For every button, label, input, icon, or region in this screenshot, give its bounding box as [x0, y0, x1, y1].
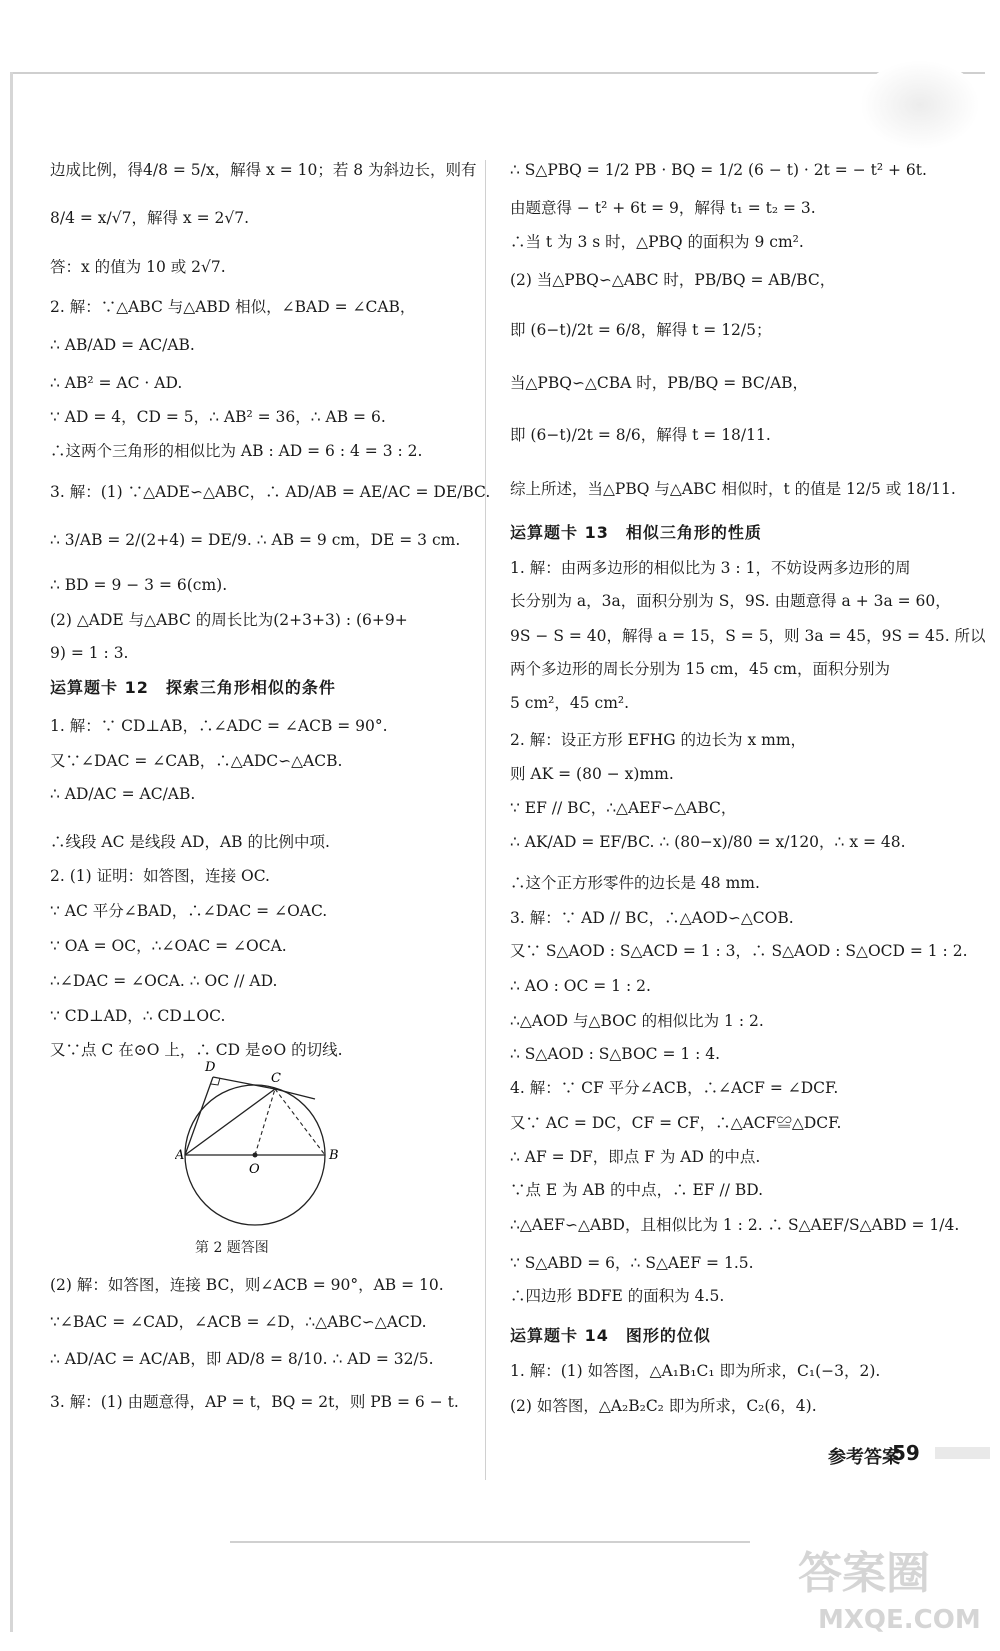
text-line: 边成比例，得4/8 = 5/x，解得 x = 10；若 8 为斜边长，则有 — [50, 161, 477, 179]
bottom-rule — [230, 1541, 750, 1543]
segment-ac — [185, 1089, 275, 1155]
text-line: ∴ AD/AC = AC/AB，即 AD/8 = 8/10. ∴ AD = 32/5. — [50, 1350, 434, 1368]
text-line: 3. 解：∵ AD // BC，∴△AOD∽△COB. — [510, 909, 794, 927]
text-line: 9) = 1 : 3. — [50, 644, 129, 662]
text-line: ∴ S△AOD : S△BOC = 1 : 4. — [510, 1045, 721, 1063]
text-line: 又∵ S△AOD : S△ACD = 1 : 3，∴ S△AOD : S△OCD = 1 : 2. — [510, 942, 968, 960]
text-line: 2. 解：∵△ABC 与△ABD 相似，∠BAD = ∠CAB， — [50, 298, 416, 316]
text-line: 2. 解：设正方形 EFHG 的边长为 x mm， — [510, 731, 807, 749]
text-line: 当△PBQ∽△CBA 时，PB/BQ = BC/AB， — [510, 374, 809, 392]
segment-cb — [275, 1089, 325, 1155]
segment-oc — [255, 1089, 275, 1155]
text-line: ∴ 3/AB = 2/(2+4) = DE/9. ∴ AB = 9 cm，DE = 3 cm. — [50, 531, 461, 549]
text-line: 答：x 的值为 10 或 2√7. — [50, 258, 226, 276]
text-line: (2) △ADE 与△ABC 的周长比为(2+3+3) : (6+9+ — [50, 611, 408, 629]
footer-label: 参考答案 — [828, 1447, 900, 1468]
text-line: ∵ EF // BC，∴△AEF∽△ABC， — [510, 799, 737, 817]
text-line: 3. 解：(1) ∵△ADE∽△ABC，∴ AD/AB = AE/AC = DE/BC. — [50, 483, 491, 501]
page-edge-top — [10, 72, 985, 74]
label-c: C — [271, 1071, 281, 1086]
text-line: 4. 解：∵ CF 平分∠ACB，∴∠ACF = ∠DCF. — [510, 1079, 839, 1097]
text-line: 1. 解：∵ CD⊥AB，∴∠ADC = ∠ACB = 90°. — [50, 717, 388, 735]
figure-caption: 第 2 题答图 — [195, 1240, 269, 1256]
text-line: ∵ OA = OC，∴∠OAC = ∠OCA. — [50, 937, 287, 955]
text-line: ∴ AO : OC = 1 : 2. — [510, 977, 651, 995]
section-heading: 运算题卡 12 探索三角形相似的条件 — [50, 678, 336, 697]
text-line: (2) 当△PBQ∽△ABC 时，PB/BQ = AB/BC， — [510, 271, 836, 289]
text-line: ∵ AD = 4，CD = 5，∴ AB² = 36，∴ AB = 6. — [50, 408, 386, 426]
text-line: ∴当 t 为 3 s 时，△PBQ 的面积为 9 cm². — [510, 233, 804, 251]
text-line: ∴这两个三角形的相似比为 AB : AD = 6 : 4 = 3 : 2. — [50, 442, 423, 460]
text-line: ∴ AB² = AC · AD. — [50, 374, 183, 392]
label-b: B — [329, 1148, 339, 1163]
page-corner-shadow — [860, 60, 980, 150]
text-line: (2) 如答图，△A₂B₂C₂ 即为所求，C₂(6，4). — [510, 1397, 817, 1415]
text-line: ∴ AK/AD = EF/BC. ∴ (80−x)/80 = x/120，∴ x = 48. — [510, 833, 906, 851]
segment-dc — [213, 1077, 275, 1089]
text-line: ∴ AF = DF，即点 F 为 AD 的中点. — [510, 1148, 761, 1166]
text-line: 即 (6−t)/2t = 8/6，解得 t = 18/11. — [510, 426, 771, 444]
footer-decoration — [935, 1447, 990, 1459]
text-line: 5 cm²，45 cm². — [510, 694, 630, 712]
section-heading: 运算题卡 14 图形的位似 — [510, 1326, 711, 1345]
text-line: ∵ CD⊥AD，∴ CD⊥OC. — [50, 1007, 226, 1025]
text-line: ∵∠BAC = ∠CAD，∠ACB = ∠D，∴△ABC∽△ACD. — [50, 1313, 427, 1331]
text-line: 综上所述，当△PBQ 与△ABC 相似时，t 的值是 12/5 或 18/11. — [510, 480, 956, 498]
site-watermark — [778, 1533, 988, 1643]
text-line: ∵ S△ABD = 6，∴ S△AEF = 1.5. — [510, 1254, 754, 1272]
page-edge-left — [10, 72, 13, 1632]
text-line: 又∵ AC = DC，CF = CF，∴△ACF≌△DCF. — [510, 1114, 842, 1132]
text-line: (2) 解：如答图，连接 BC，则∠ACB = 90°，AB = 10. — [50, 1276, 444, 1294]
column-divider — [485, 160, 486, 1480]
text-line: ∴ BD = 9 − 3 = 6(cm). — [50, 576, 228, 594]
center-point — [253, 1153, 258, 1158]
text-line: ∵点 E 为 AB 的中点，∴ EF // BD. — [510, 1181, 764, 1199]
text-line: 又∵∠DAC = ∠CAB，∴△ADC∽△ACB. — [50, 752, 343, 770]
text-line: ∴△AOD 与△BOC 的相似比为 1 : 2. — [510, 1012, 764, 1030]
text-line: ∴∠DAC = ∠OCA. ∴ OC // AD. — [50, 972, 278, 990]
text-line: 由题意得 − t² + 6t = 9，解得 t₁ = t₂ = 3. — [510, 199, 816, 217]
text-line: 8/4 = x/√7，解得 x = 2√7. — [50, 209, 250, 227]
text-line: 3. 解：(1) 由题意得，AP = t，BQ = 2t，则 PB = 6 − t. — [50, 1393, 459, 1411]
text-line: 两个多边形的周长分别为 15 cm，45 cm，面积分别为 — [510, 660, 890, 678]
text-line: ∴这个正方形零件的边长是 48 mm. — [510, 874, 760, 892]
text-line: 即 (6−t)/2t = 6/8，解得 t = 12/5； — [510, 321, 772, 339]
watermark-title: 答案圈 — [798, 1548, 930, 1599]
text-line: 又∵点 C 在⊙O 上，∴ CD 是⊙O 的切线. — [50, 1041, 343, 1059]
circle-tangent-figure — [175, 1055, 355, 1230]
text-line: 长分别为 a，3a，面积分别为 S，9S. 由题意得 a + 3a = 60， — [510, 592, 951, 610]
page-number: 59 — [892, 1441, 920, 1465]
text-line: ∴ AD/AC = AC/AB. — [50, 785, 196, 803]
text-line: ∴线段 AC 是线段 AD，AB 的比例中项. — [50, 833, 330, 851]
segment-ad — [185, 1077, 213, 1155]
text-line: 1. 解：由两多边形的相似比为 3 : 1，不妨设两多边形的周 — [510, 559, 911, 577]
label-d: D — [205, 1060, 216, 1075]
label-a: A — [175, 1148, 185, 1163]
text-line: 2. (1) 证明：如答图，连接 OC. — [50, 867, 270, 885]
label-o: O — [249, 1162, 260, 1177]
text-line: ∴四边形 BDFE 的面积为 4.5. — [510, 1287, 725, 1305]
text-line: ∴△AEF∽△ABD，且相似比为 1 : 2. ∴ S△AEF/S△ABD = 1/4. — [510, 1216, 960, 1234]
text-line: 1. 解：(1) 如答图，△A₁B₁C₁ 即为所求，C₁(−3，2). — [510, 1362, 881, 1380]
text-line: 则 AK = (80 − x)mm. — [510, 765, 674, 783]
text-line: ∵ AC 平分∠BAD，∴∠DAC = ∠OAC. — [50, 902, 328, 920]
text-line: 9S − S = 40，解得 a = 15，S = 5，则 3a = 45，9S = 45. 所以 — [510, 627, 986, 645]
watermark-url: MXQE.COM — [818, 1605, 981, 1635]
text-line: ∴ AB/AD = AC/AB. — [50, 336, 195, 354]
text-line: ∴ S△PBQ = 1/2 PB · BQ = 1/2 (6 − t) · 2t = − t² + 6t. — [510, 161, 927, 179]
section-heading: 运算题卡 13 相似三角形的性质 — [510, 523, 762, 542]
